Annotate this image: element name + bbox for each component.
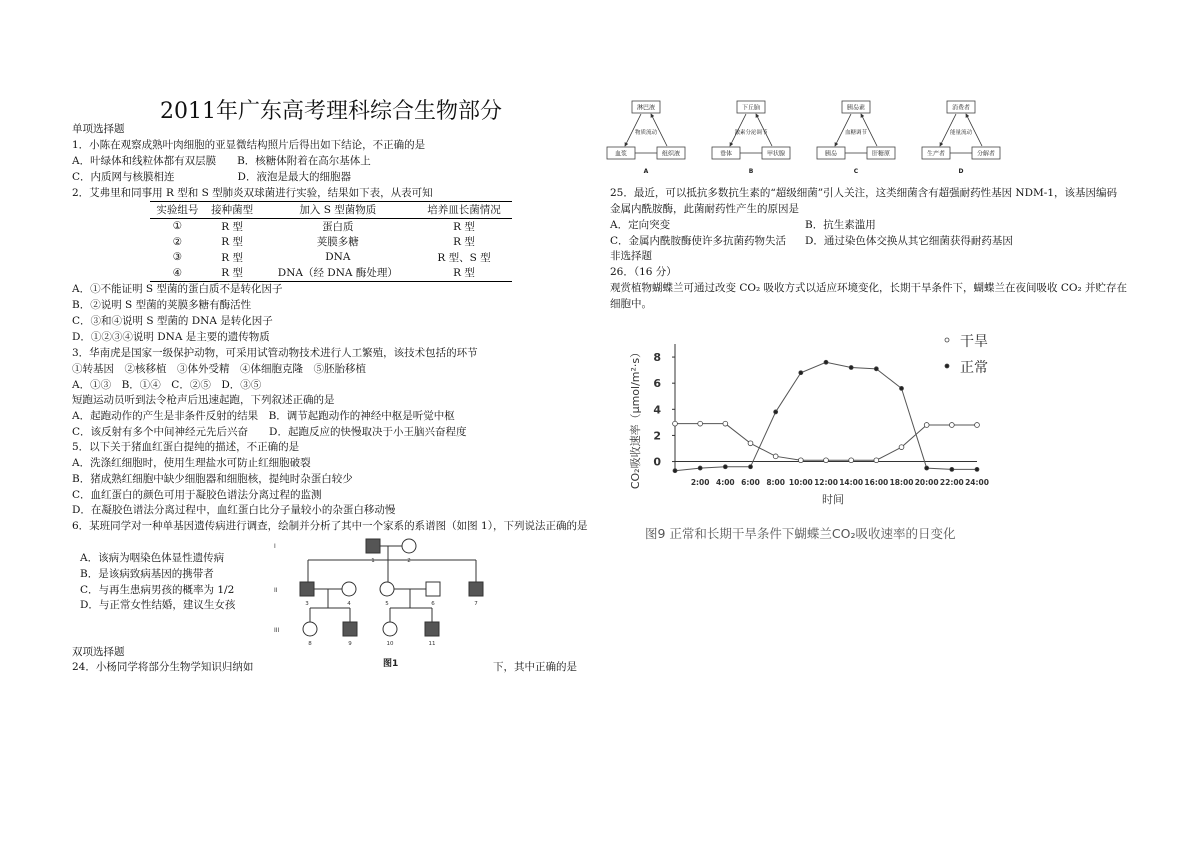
data-point [698,421,703,426]
data-point [975,423,980,428]
individual-number: 4 [347,601,351,607]
cycle-letter: B [748,168,754,175]
text-line: A．该病为咽染色体显性遗传病 [80,552,225,564]
generation-label: II [274,587,278,594]
knowledge-cycle-diagrams [600,96,1020,180]
cycle-node-label: 消费者 [951,104,971,112]
x-tick-label: 8:00 [766,478,785,487]
text-line: A．叶绿体和线粒体都有双层膜 B．核糖体附着在高尔基体上 [72,155,371,167]
text-line: 细胞中。 [610,298,652,310]
cycle-node-label: 下丘脑 [741,104,761,112]
legend-label: 正常 [960,360,988,376]
text-line: A．①不能证明 S 型菌的蛋白质不是转化因子 [72,283,283,295]
normal-female-8 [303,622,317,636]
text-line: 金属内酰胺酶，此菌耐药性产生的原因是 [610,203,799,215]
data-point [774,410,778,414]
text-line: ①转基因 ②核移植 ③体外受精 ④体细胞克隆 ⑤胚胎移植 [72,363,366,375]
text-line: C．血红蛋白的颜色可用于凝胶色谱法分离过程的监测 [72,489,322,501]
affected-male-9 [343,622,357,636]
text-line: C．与再生患病男孩的概率为 1/2 [80,584,235,596]
text-line: B．猪成熟红细胞中缺少细胞器和细胞核，提纯时杂蛋白较少 [72,473,353,485]
text-line: D．与正常女性结婚，建议生女孩 [80,599,236,611]
data-point [925,466,929,470]
individual-number: 2 [407,558,411,564]
table-cell: R 型 [221,236,244,249]
data-point [924,423,929,428]
text-line: A．定向突变 [610,219,671,231]
text-line: D．在凝胶色谱法分离过程中，血红蛋白比分子量较小的杂蛋白移动慢 [72,504,396,516]
cycle-process-label: 血糖调节 [844,130,868,136]
cycle-node-label: 垂体 [719,150,733,158]
x-tick-label: 2:00 [690,478,710,487]
data-point [874,367,878,371]
text-line: 6．某班同学对一种单基因遗传病进行调查，绘制并分析了其中一个家系的系谱图（如图 1），下列说法正确的是 [72,520,588,532]
data-point [773,454,778,459]
individual-number: 1 [371,558,375,564]
data-point [899,445,904,450]
cycle-process-label: 能量流动 [949,130,973,136]
text-line: 3．华南虎是国家一级保护动物，可采用试管动物技术进行人工繁殖，该技术包括的环节 [72,347,478,359]
text-line: 短跑运动员听到法令枪声后迅速起跑，下列叙述正确的是 [72,394,335,406]
x-tick-label: 20:00 [914,478,939,487]
text-line: 5．以下关于猪血红蛋白提纯的描述，不正确的是 [72,441,300,453]
individual-number: 7 [474,601,478,607]
y-tick-label: 2 [653,429,661,443]
table-header-cell: 接种菌型 [205,202,260,219]
cycle-node-label: 胰岛 [824,150,838,158]
series-line-正常 [675,362,977,470]
table-cell: 荚膜多糖 [316,236,359,249]
text-line: 非选择题 [610,250,652,262]
text-line: C．金属内酰胺酶使许多抗菌药物失活 [610,235,787,247]
affected-male-1 [366,539,380,553]
table-cell: R 型 [221,251,244,264]
table-header-cell: 实验组号 [150,202,205,219]
text-line: 2．艾弗里和同事用 R 型和 S 型肺炎双球菌进行实验，结果如下表，从表可知 [72,187,433,199]
individual-number: 3 [305,601,309,607]
table-header-cell: 加入 S 型菌物质 [260,202,417,219]
text-line: 25．最近，可以抵抗多数抗生素的“超级细菌”引人关注，这类细菌含有超强耐药性基因 NDM-1，该基因编码 [610,187,1118,199]
text-line: C．③和④说明 S 型菌的 DNA 是转化因子 [72,315,273,327]
data-point [723,465,727,469]
individual-number: 6 [431,601,435,607]
text-line: D．通过染色体交换从其它细菌获得耐药基因 [805,235,1013,247]
chart-title: 图9 正常和长期干旱条件下蝴蝶兰CO₂吸收速率的日变化 [645,526,956,541]
text-line: B．是该病致病基因的携带者 [80,568,214,580]
cycle-node-label: 肝糖原 [871,150,891,158]
text-line: 下，其中正确的是 [493,661,577,673]
pedigree-chart [270,536,500,670]
data-point [849,366,853,370]
cycle-node-label: 胰岛素 [846,104,866,112]
cycle-diagram [922,101,1000,175]
series-line-干旱 [675,424,977,461]
normal-female-10 [383,622,397,636]
table-cell: R 型 [453,220,475,233]
text-line: A．①③ B．①④ C．②⑤ D．③⑤ [72,379,262,391]
data-point [900,386,904,390]
table-cell: R 型 [221,220,244,233]
table-cell: DNA [325,251,351,264]
affected-male-7 [469,582,483,596]
table-cell: 蛋白质 [322,220,354,233]
cycle-node-label: 淋巴液 [636,104,656,112]
table-row [150,218,512,234]
individual-number: 9 [348,641,352,647]
data-point [673,469,677,473]
data-point [748,441,753,446]
x-tick-label: 12:00 [814,478,838,487]
normal-female-2 [402,539,416,553]
text-line: B．抗生素滥用 [805,219,876,231]
x-tick-label: 14:00 [839,478,864,487]
cycle-diagram [712,101,790,175]
table-cell: DNA（经 DNA 酶处理） [260,265,417,281]
x-tick-label: 18:00 [889,478,914,487]
individual-number: 5 [385,601,389,607]
data-point [698,466,702,470]
table-cell: ① [172,220,183,233]
individual-number: 10 [386,641,394,647]
table-header-row [150,202,512,219]
text-line: C．内质网与核膜相连 D．液泡是最大的细胞器 [72,171,351,183]
data-point [950,467,954,471]
cycle-node-label: 组织液 [661,150,681,158]
text-line: 24．小杨同学将部分生物学知识归纳如 [72,661,254,673]
cycle-diagram [817,101,895,175]
normal-female-4 [342,582,356,596]
data-point [849,458,854,463]
table-row [150,250,512,266]
x-tick-label: 6:00 [741,478,760,487]
table-row [150,265,512,281]
text-line: B．②说明 S 型菌的荚膜多糖有酶活性 [72,299,252,311]
x-tick-label: 4:00 [716,478,735,487]
data-point [874,458,879,463]
figure-caption: 图1 [383,659,399,669]
cycle-letter: A [643,168,649,175]
text-line: C．该反射有多个中间神经元先后兴奋 D．起跑反应的快慢取决于小王脑兴奋程度 [72,426,467,438]
generation-label: I [274,543,276,550]
text-line: A．洗涤红细胞时，使用生理盐水可防止红细胞破裂 [72,457,311,469]
x-tick-label: 10:00 [788,478,813,487]
data-point [723,421,728,426]
cycle-process-label: 物质流动 [634,130,658,136]
data-point [798,458,803,463]
legend-marker [945,338,949,342]
text-line: 1．小陈在观察成熟叶肉细胞的亚显微结构照片后得出如下结论，不正确的是 [72,139,426,151]
table-row [150,234,512,250]
data-point [799,371,803,375]
text-line: 单项选择题 [72,123,125,135]
cycle-process-label: 激素分泌调节 [734,130,768,136]
cycle-node-label: 生产者 [926,150,946,158]
co2-absorption-chart [615,322,1035,547]
affected-male-3 [300,582,314,596]
normal-female-5 [380,582,394,596]
cycle-diagram [607,101,685,175]
data-point [949,423,954,428]
cycle-letter: D [958,168,964,175]
legend-label: 干旱 [960,334,988,350]
individual-number: 8 [308,641,312,647]
y-tick-label: 4 [653,403,661,417]
x-axis-label: 时间 [822,493,844,506]
text-line: 观赏植物蝴蝶兰可通过改变 CO₂ 吸收方式以适应环境变化，长期干旱条件下，蝴蝶兰在夜间吸收 CO₂ 并贮存在 [610,282,1128,294]
table-header-cell: 培养皿长菌情况 [416,202,512,219]
table-cell: ② [172,235,183,248]
legend-marker [945,364,949,368]
cycle-node-label: 血浆 [614,150,628,158]
x-tick-label: 24:00 [965,478,989,487]
y-axis-label: CO₂吸收速率（μmol/m²·s） [629,346,642,490]
normal-male-6 [426,582,440,596]
table-cell: ④ [150,265,205,281]
cycle-node-label: 甲状腺 [766,150,786,158]
affected-male-11 [425,622,439,636]
text-line: D．①②③④说明 DNA 是主要的遗传物质 [72,331,270,343]
data-point [749,465,753,469]
data-point [824,360,828,364]
generation-label: III [274,627,280,634]
individual-number: 11 [428,641,436,647]
text-line: 双项选择题 [72,646,125,658]
x-tick-label: 16:00 [864,478,889,487]
page-title: 2011年广东高考理科综合生物部分 [160,99,502,124]
table-cell: R 型 [453,236,475,249]
table-cell: R 型、S 型 [437,251,491,264]
experiment-table [150,201,512,282]
data-point [975,467,979,471]
table-cell: R 型 [416,265,512,281]
cycle-node-label: 分解者 [976,150,996,158]
data-point [673,421,678,426]
y-tick-label: 0 [653,455,661,469]
text-line: A．起跑动作的产生是非条件反射的结果 B．调节起跑动作的神经中枢是听觉中枢 [72,410,455,422]
table-cell: R 型 [205,265,260,281]
data-point [824,458,829,463]
table-cell: ③ [172,251,183,264]
text-line: 26．（16 分） [610,266,677,278]
y-tick-label: 6 [653,377,661,391]
y-tick-label: 8 [653,351,661,365]
cycle-letter: C [853,168,859,175]
x-tick-label: 22:00 [939,478,964,487]
